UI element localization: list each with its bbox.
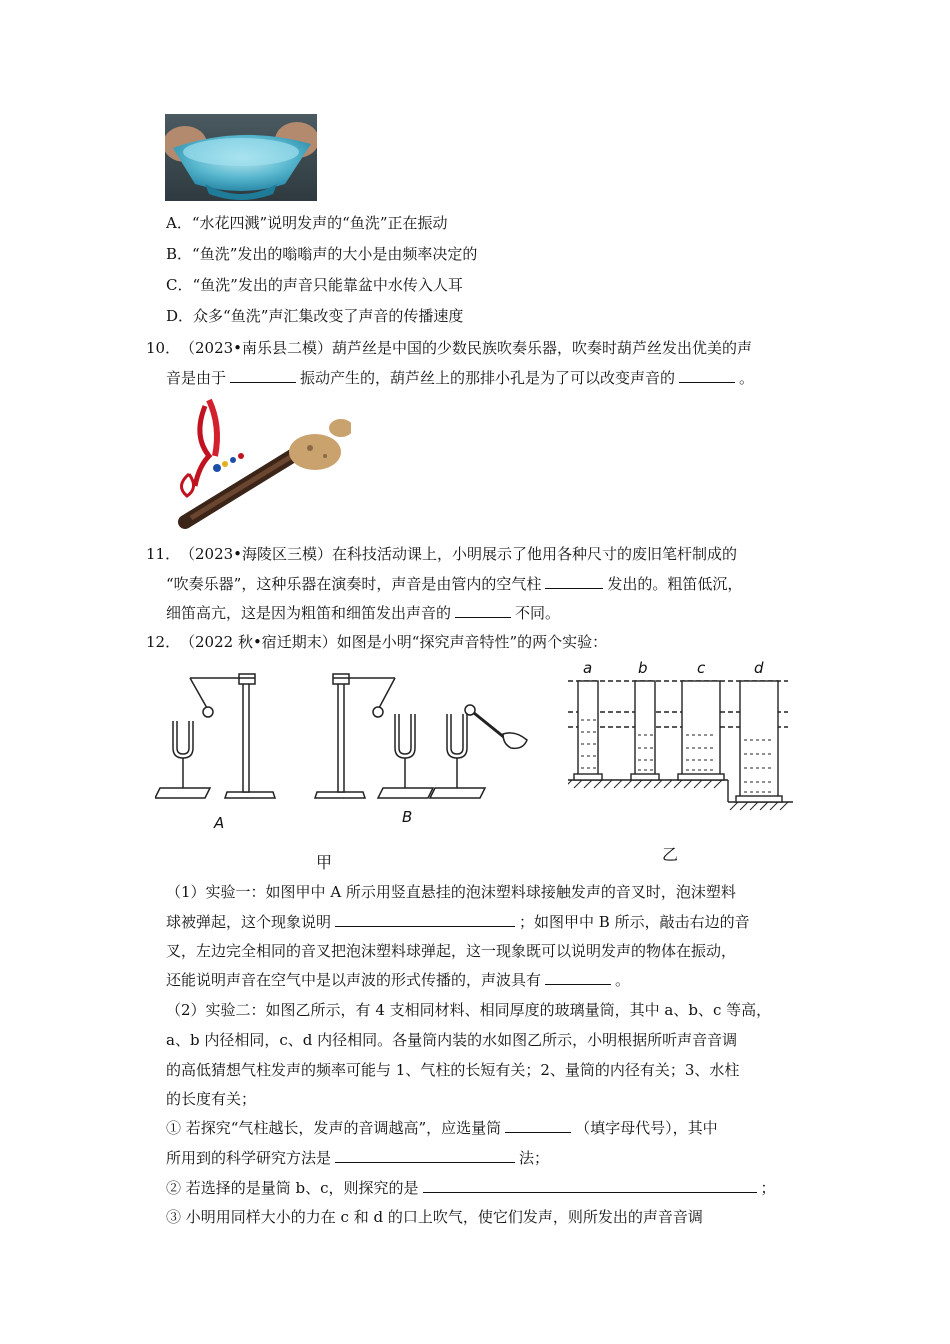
question-text-line2 [166, 367, 754, 389]
question-text-line3 [166, 602, 560, 624]
answer-blank[interactable] [335, 1147, 515, 1163]
answer-blank[interactable] [455, 602, 511, 618]
part2-line3: 的高低猜想气柱发声的频率可能与 1、气柱的长短有关；2、量筒的内径有关；3、水柱 [166, 1061, 740, 1079]
sub2-line [166, 1177, 776, 1199]
text-segment: 。 [615, 971, 631, 989]
text-segment: 球被弹起，这个现象说明 [166, 913, 332, 931]
figure-caption-right: 乙 [662, 845, 679, 864]
sub1-line2 [166, 1147, 549, 1169]
question-text: （2023•海陵区三模）在科技活动课上，小明展示了他用各种尺寸的废旧笔杆制成的 [180, 545, 738, 563]
part2-line1: （2）实验二：如图乙所示，有 4 支相同材料、相同厚度的玻璃量筒，其中 a、b、c 等高， [166, 1001, 772, 1019]
text-segment: 不同。 [515, 604, 561, 622]
question-text: （2023•南乐县二模）葫芦丝是中国的少数民族吹奏乐器，吹奏时葫芦丝发出优美的声 [180, 339, 753, 357]
option-c: C．“鱼洗”发出的声音只能靠盆中水传入人耳 [166, 276, 463, 294]
text-segment: 法； [519, 1149, 550, 1167]
part1-line2 [166, 911, 750, 933]
text-segment: 所用到的科学研究方法是 [166, 1149, 332, 1167]
text-segment: ； [760, 1179, 776, 1197]
text-segment: 还能说明声音在空气中是以声波的形式传播的，声波具有 [166, 971, 542, 989]
text-segment: 振动产生的，葫芦丝上的那排小孔是为了可以改变声音的 [300, 369, 676, 387]
text-segment: 细笛高亢，这是因为粗笛和细笛发出声音的 [166, 604, 452, 622]
text-segment: “吹奏乐器”，这种乐器在演奏时，声音是由管内的空气柱 [166, 575, 542, 593]
answer-blank[interactable] [545, 573, 603, 589]
answer-blank[interactable] [679, 367, 735, 383]
fish-basin-photo [165, 114, 317, 201]
answer-blank[interactable] [545, 969, 611, 985]
option-d: D．众多“鱼洗”声汇集改变了声音的传播速度 [166, 307, 464, 325]
text-segment: 音是由于 [166, 369, 227, 387]
hulusi-photo [165, 396, 351, 530]
cylinder-label-d: d [754, 659, 764, 677]
figure-label-a: A [214, 814, 225, 832]
text-segment: ① 若探究“气柱越长，发声的音调越高”，应选量筒 [166, 1119, 502, 1137]
part2-line2: a、b 内径相同，c、d 内径相同。各量筒内装的水如图乙所示，小明根据所听声音音调 [166, 1031, 738, 1049]
cylinder-label-a: a [583, 659, 593, 677]
text-segment: 发出的。粗笛低沉， [607, 575, 743, 593]
part1-line1: （1）实验一：如图甲中 A 所示用竖直悬挂的泡沫塑料球接触发声的音叉时，泡沫塑料 [166, 883, 736, 901]
cylinder-label-c: c [697, 659, 706, 677]
option-b: B．“鱼洗”发出的嗡嗡声的大小是由频率决定的 [166, 245, 478, 263]
text-segment: ② 若选择的是量筒 b、c，则探究的是 [166, 1179, 419, 1197]
question-text: （2022 秋•宿迁期末）如图是小明“探究声音特性”的两个实验： [180, 633, 608, 651]
figure-caption-left: 甲 [316, 853, 333, 872]
sub3-line: ③ 小明用同样大小的力在 c 和 d 的口上吹气，使它们发声，则所发出的声音音调 [166, 1208, 703, 1226]
question-number: 12． [146, 633, 181, 651]
part1-line4 [166, 969, 630, 991]
answer-blank[interactable] [335, 911, 515, 927]
text-segment: ；如图甲中 B 所示，敲击右边的音 [519, 913, 750, 931]
cylinder-label-b: b [638, 659, 648, 677]
part1-line3: 叉，左边完全相同的音叉把泡沫塑料球弹起，这一现象既可以说明发声的物体在振动， [166, 942, 737, 960]
figure-label-b: B [402, 808, 413, 826]
text-segment: 。 [739, 369, 755, 387]
text-segment: （填字母代号），其中 [575, 1119, 718, 1137]
answer-blank[interactable] [230, 367, 296, 383]
question-number: 10． [146, 339, 181, 357]
part2-line4: 的长度有关； [166, 1090, 257, 1108]
answer-blank[interactable] [505, 1117, 571, 1133]
option-a: A．“水花四溅”说明发声的“鱼洗”正在振动 [166, 214, 448, 232]
answer-blank[interactable] [423, 1177, 757, 1193]
question-number: 11． [146, 545, 181, 563]
sub1-line1 [166, 1117, 718, 1139]
tuning-fork-figure [155, 666, 535, 836]
question-text-line2 [166, 573, 742, 595]
cylinders-figure [568, 660, 798, 816]
